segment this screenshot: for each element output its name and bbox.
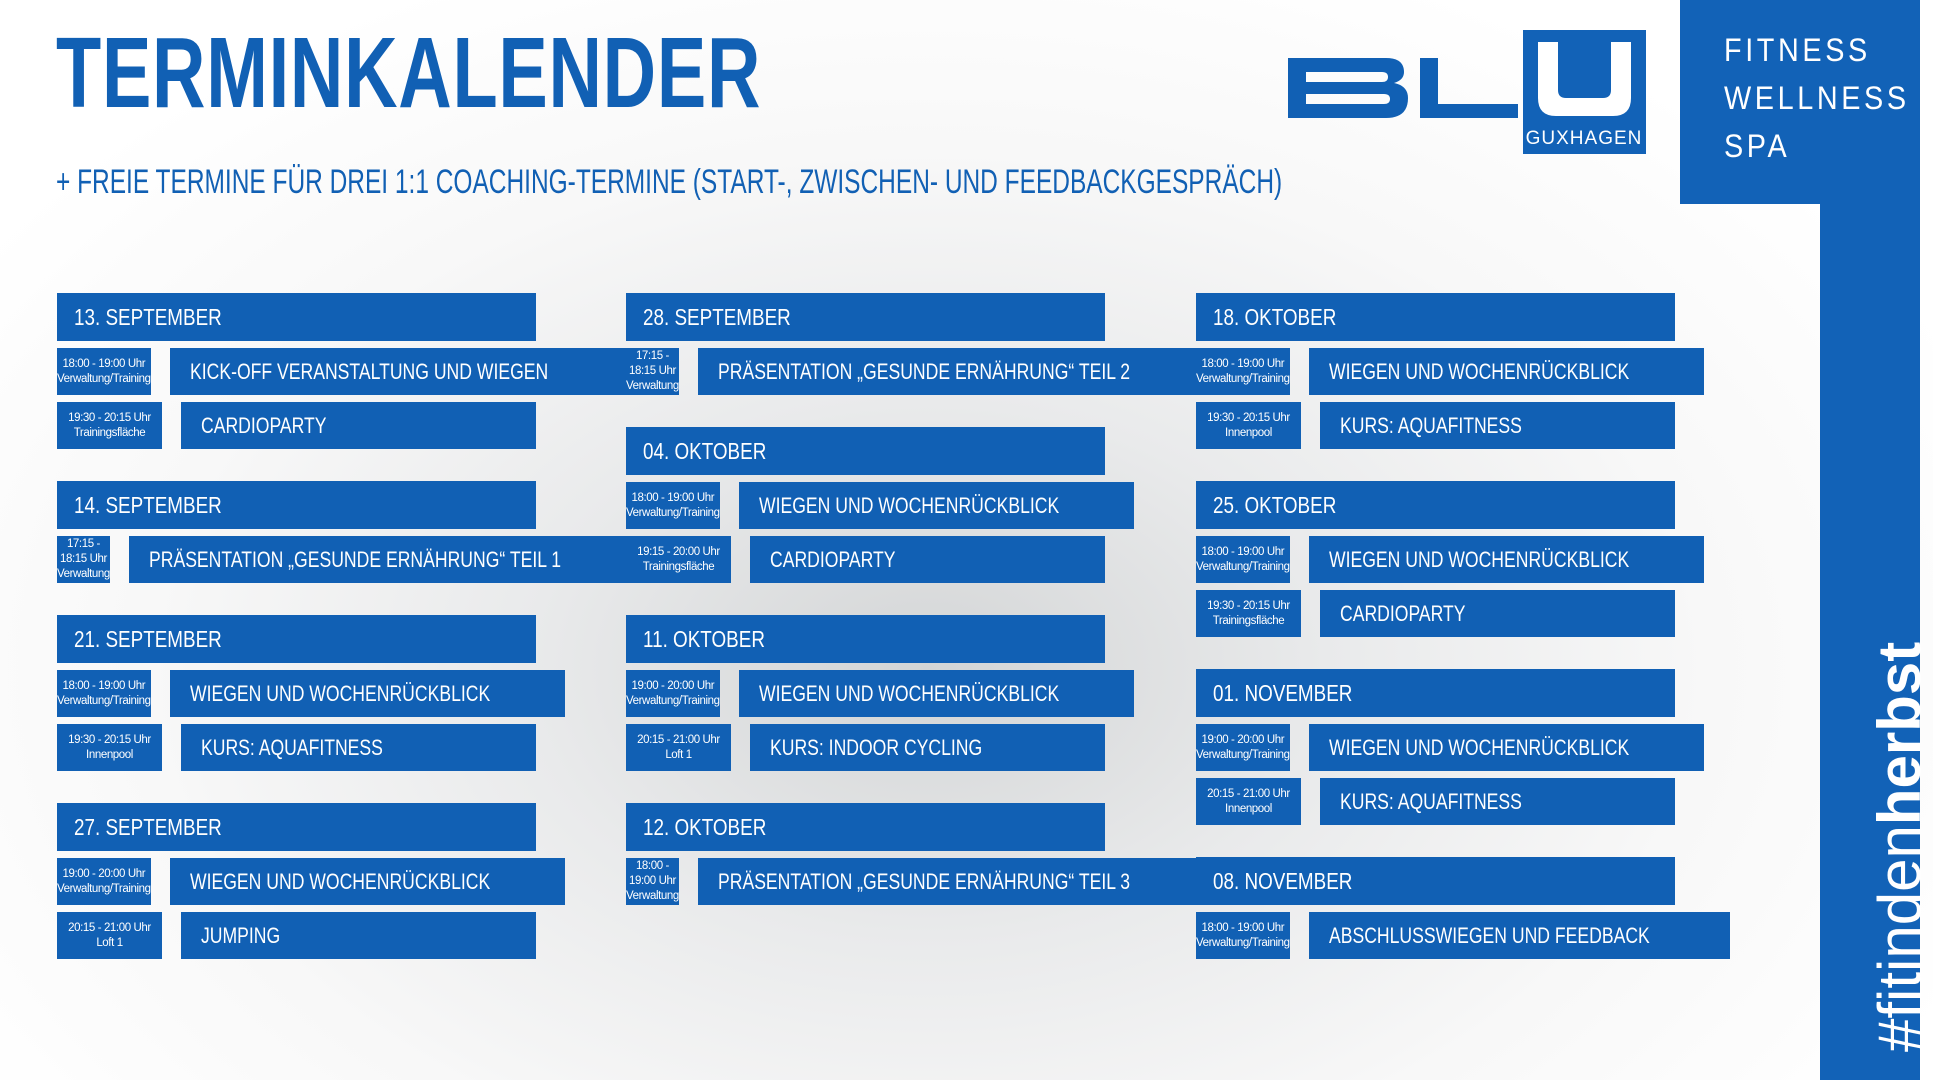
event-title: CARDIOPARTY <box>770 547 896 572</box>
schedule-column <box>57 293 561 991</box>
page-title: TERMINKALENDER <box>56 17 762 129</box>
event-title: ABSCHLUSSWIEGEN UND FEEDBACK <box>1328 923 1650 948</box>
event-row <box>57 402 536 449</box>
day-block <box>626 803 1130 905</box>
event-title: CARDIOPARTY <box>201 413 327 438</box>
event-row <box>1196 348 1675 395</box>
event-row <box>626 348 1130 395</box>
day-block <box>57 803 536 959</box>
event-location: Trainingsfläche <box>73 426 146 439</box>
event-title: WIEGEN UND WOCHENRÜCKBLICK <box>758 493 1059 518</box>
event-row <box>626 482 1105 529</box>
event-location: Innenpool <box>1225 802 1272 815</box>
event-title: PRÄSENTATION „GESUNDE ERNÄHRUNG“ TEIL 3 <box>717 869 1130 894</box>
event-row <box>57 536 561 583</box>
event-time-box <box>1196 536 1290 583</box>
blu-logo <box>1286 28 1648 156</box>
event-location: Verwaltung/Training <box>57 694 151 707</box>
event-title: JUMPING <box>201 923 281 948</box>
event-location: Verwaltung/Training <box>626 694 720 707</box>
event-title: CARDIOPARTY <box>1340 601 1466 626</box>
event-row <box>1196 590 1675 637</box>
event-title: KURS: AQUAFITNESS <box>1340 789 1522 814</box>
event-row <box>57 348 548 395</box>
date-header <box>1196 669 1675 717</box>
day-block <box>1196 669 1675 825</box>
event-location: Verwaltung/Training <box>626 506 720 519</box>
date-header <box>57 293 536 341</box>
event-time: 18:00 - 19:00 Uhr <box>1201 357 1285 370</box>
event-time-box <box>57 670 151 717</box>
event-location: Verwaltung/Training <box>1196 372 1290 385</box>
event-location: Verwaltung <box>626 890 679 902</box>
event-time: 19:00 - 20:00 Uhr <box>631 679 715 692</box>
side-strip <box>1820 204 1933 1080</box>
date-label: 27. SEPTEMBER <box>74 814 222 840</box>
event-location: Verwaltung/Training <box>1196 748 1290 761</box>
event-row <box>626 536 1105 583</box>
event-title-box <box>181 912 536 959</box>
event-time: 19:00 - 20:00 Uhr <box>62 867 146 880</box>
event-title: WIEGEN UND WOCHENRÜCKBLICK <box>1328 547 1629 572</box>
event-location: Verwaltung <box>626 380 679 392</box>
event-time-box <box>626 670 720 717</box>
event-time: 20:15 - 21:00 Uhr <box>1207 787 1290 800</box>
event-title: PRÄSENTATION „GESUNDE ERNÄHRUNG“ TEIL 1 <box>148 547 561 572</box>
event-title-box <box>170 670 565 717</box>
event-location: Trainingsfläche <box>1212 614 1285 627</box>
event-time: 20:15 - 21:00 Uhr <box>68 921 151 934</box>
event-time-box <box>626 858 679 905</box>
date-label: 25. OKTOBER <box>1213 492 1337 518</box>
date-label: 01. NOVEMBER <box>1213 680 1353 706</box>
event-time: 19:15 - 20:00 Uhr <box>637 545 720 558</box>
event-title-box <box>129 536 664 583</box>
date-header <box>57 803 536 851</box>
day-block <box>57 615 536 771</box>
date-label: 13. SEPTEMBER <box>74 304 222 330</box>
date-header <box>57 615 536 663</box>
schedule-column <box>626 293 1130 937</box>
date-label: 08. NOVEMBER <box>1213 868 1353 894</box>
event-time: 19:30 - 20:15 Uhr <box>68 733 151 746</box>
event-title-box <box>181 724 536 771</box>
event-time-box <box>1196 778 1301 825</box>
event-row <box>57 670 536 717</box>
page-subtitle: + FREIE TERMINE FÜR DREI 1:1 COACHING-TERMINE (START-, ZWISCHEN- UND FEEDBACKGESPRÄCH) <box>56 163 1283 201</box>
event-title: KURS: INDOOR CYCLING <box>770 735 983 760</box>
event-time: 18:00 - 19:00 Uhr <box>62 679 146 692</box>
event-location: Loft 1 <box>96 936 123 949</box>
day-block <box>626 615 1105 771</box>
event-time-box <box>1196 724 1290 771</box>
event-title-box <box>698 858 1233 905</box>
day-block <box>57 293 548 449</box>
schedule-column <box>1196 293 1675 991</box>
event-title-box <box>1309 724 1704 771</box>
event-time-box <box>57 348 151 395</box>
event-row <box>626 670 1105 717</box>
event-time-box <box>626 536 731 583</box>
event-time-box <box>57 858 151 905</box>
date-label: 28. SEPTEMBER <box>643 304 791 330</box>
brand-panel <box>1680 0 1920 204</box>
brand-tag-spa: SPA <box>1724 128 1791 164</box>
hashtag-bold: herbst <box>1866 641 1933 826</box>
event-title-box <box>1309 912 1730 959</box>
event-title: KURS: AQUAFITNESS <box>201 735 383 760</box>
event-time: 19:30 - 20:15 Uhr <box>68 411 151 424</box>
event-location: Verwaltung/Training <box>1196 936 1290 949</box>
event-time-box <box>57 912 162 959</box>
date-label: 11. OKTOBER <box>643 626 765 652</box>
event-title: WIEGEN UND WOCHENRÜCKBLICK <box>758 681 1059 706</box>
day-block <box>1196 857 1675 959</box>
event-title-box <box>1309 536 1704 583</box>
event-time: 18:00 - 19:00 Uhr <box>62 357 146 370</box>
event-time-box <box>1196 912 1290 959</box>
event-title-box <box>698 348 1233 395</box>
event-location: Loft 1 <box>665 748 692 761</box>
event-title: WIEGEN UND WOCHENRÜCKBLICK <box>1328 359 1629 384</box>
day-block <box>626 293 1130 395</box>
event-time-box <box>57 536 110 583</box>
date-header <box>57 481 536 529</box>
event-time-box <box>1196 402 1301 449</box>
date-header <box>626 293 1105 341</box>
date-header <box>626 615 1105 663</box>
event-row <box>1196 912 1675 959</box>
event-location: Innenpool <box>1225 426 1272 439</box>
event-time: 18:00 - 19:00 Uhr <box>629 860 676 887</box>
hashtag-prefix: #fitinden <box>1866 825 1933 1052</box>
event-time: 18:00 - 19:00 Uhr <box>1201 921 1285 934</box>
event-time-box <box>626 724 731 771</box>
date-header <box>626 803 1105 851</box>
event-time: 17:15 - 18:15 Uhr <box>629 350 676 377</box>
event-time-box <box>626 348 679 395</box>
date-label: 12. OKTOBER <box>643 814 767 840</box>
event-row <box>1196 536 1675 583</box>
event-title-box <box>750 724 1105 771</box>
date-header <box>1196 857 1675 905</box>
event-time: 19:00 - 20:00 Uhr <box>1201 733 1285 746</box>
event-row <box>626 724 1105 771</box>
event-time-box <box>57 724 162 771</box>
event-title-box <box>739 482 1134 529</box>
event-row <box>1196 724 1675 771</box>
event-location: Verwaltung <box>57 568 110 580</box>
event-time-box <box>1196 348 1290 395</box>
date-header <box>1196 293 1675 341</box>
event-time: 18:00 - 19:00 Uhr <box>1201 545 1285 558</box>
date-header <box>626 427 1105 475</box>
day-block <box>626 427 1105 583</box>
event-title: WIEGEN UND WOCHENRÜCKBLICK <box>189 869 490 894</box>
event-time: 19:30 - 20:15 Uhr <box>1207 599 1290 612</box>
date-label: 21. SEPTEMBER <box>74 626 222 652</box>
brand-tag-fitness: FITNESS <box>1724 32 1871 68</box>
event-title: KICK-OFF VERANSTALTUNG UND WIEGEN <box>189 359 548 384</box>
event-location: Innenpool <box>86 748 133 761</box>
event-title-box <box>181 402 536 449</box>
logo-location: GUXHAGEN <box>1525 128 1643 149</box>
event-title: WIEGEN UND WOCHENRÜCKBLICK <box>1328 735 1629 760</box>
event-row <box>57 858 536 905</box>
event-time: 18:00 - 19:00 Uhr <box>631 491 715 504</box>
event-row <box>57 912 536 959</box>
brand-tag-wellness: WELLNESS <box>1724 80 1910 116</box>
event-title-box <box>1309 348 1704 395</box>
event-row <box>1196 778 1675 825</box>
event-time: 17:15 - 18:15 Uhr <box>60 538 107 565</box>
event-location: Trainingsfläche <box>642 560 715 573</box>
event-time-box <box>626 482 720 529</box>
event-time: 19:30 - 20:15 Uhr <box>1207 411 1290 424</box>
day-block <box>1196 293 1675 449</box>
event-title: WIEGEN UND WOCHENRÜCKBLICK <box>189 681 490 706</box>
event-location: Verwaltung/Training <box>57 372 151 385</box>
event-title-box <box>170 348 638 395</box>
date-header <box>1196 481 1675 529</box>
event-title-box <box>1320 778 1675 825</box>
day-block <box>1196 481 1675 637</box>
event-title-box <box>1320 402 1675 449</box>
date-label: 14. SEPTEMBER <box>74 492 222 518</box>
day-block <box>57 481 561 583</box>
event-location: Verwaltung/Training <box>57 882 151 895</box>
event-title: PRÄSENTATION „GESUNDE ERNÄHRUNG“ TEIL 2 <box>717 359 1130 384</box>
event-title: KURS: AQUAFITNESS <box>1340 413 1522 438</box>
event-time: 20:15 - 21:00 Uhr <box>637 733 720 746</box>
event-row <box>1196 402 1675 449</box>
date-label: 18. OKTOBER <box>1213 304 1337 330</box>
event-title-box <box>170 858 565 905</box>
event-row <box>626 858 1130 905</box>
event-title-box <box>750 536 1105 583</box>
date-label: 04. OKTOBER <box>643 438 767 464</box>
event-location: Verwaltung/Training <box>1196 560 1290 573</box>
event-title-box <box>1320 590 1675 637</box>
event-time-box <box>57 402 162 449</box>
event-title-box <box>739 670 1134 717</box>
event-row <box>57 724 536 771</box>
hashtag <box>1866 641 1933 1052</box>
event-time-box <box>1196 590 1301 637</box>
